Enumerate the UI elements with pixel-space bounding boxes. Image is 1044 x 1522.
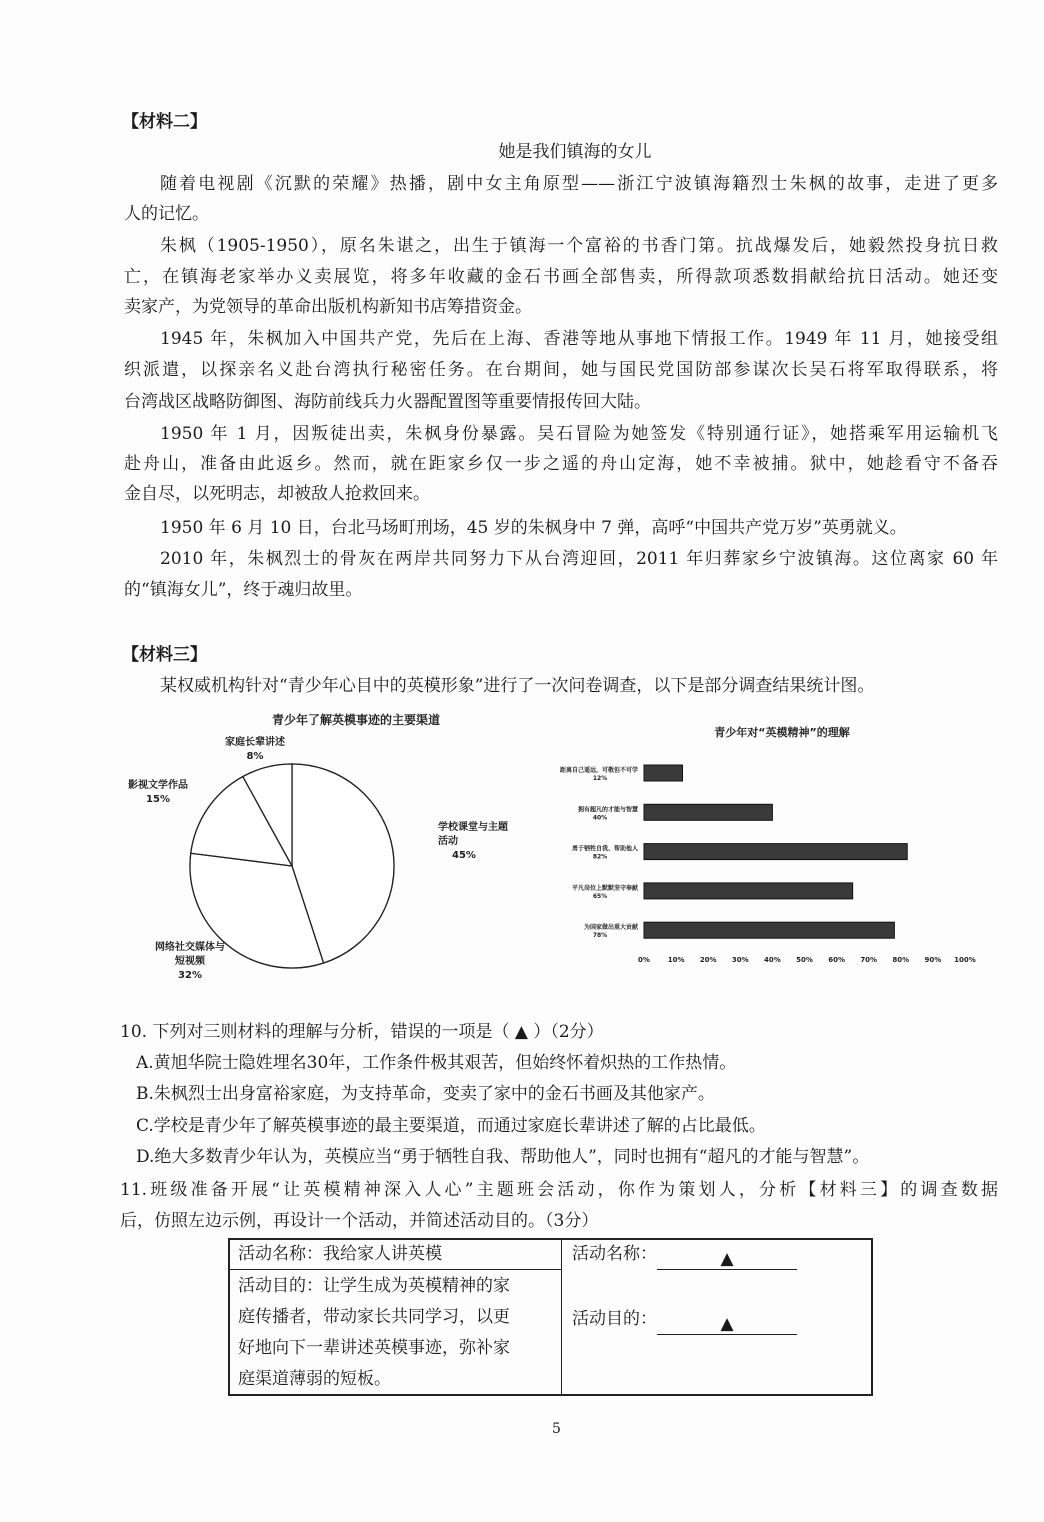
purpose-line: 好地向下一辈讲述英模事迹，弥补家 [238, 1338, 510, 1358]
bar-category-label: 平凡岗位上默默坚守奉献 [571, 884, 638, 892]
pie-value-label: 8% [246, 751, 264, 762]
bar-value-label: 78% [592, 932, 608, 940]
paragraph-line: 织派遣，以探亲名义赴台湾执行秘密任务。在台期间，她与国民党国防部参谋次长吴石将军取得联系，将 [124, 360, 998, 380]
activity-purpose-field[interactable] [572, 1304, 797, 1335]
paragraph-line: 金自尽，以死明志，却被敌人抢救回来。 [124, 484, 430, 504]
bar-value-label: 65% [592, 892, 608, 900]
x-tick-label: 10% [667, 956, 685, 964]
pie-slice-label: 学校课堂与主题 [438, 822, 508, 833]
activity-purpose-label: 活动目的： [572, 1309, 657, 1329]
bar-value-label: 40% [592, 814, 608, 822]
x-tick-label: 40% [764, 956, 781, 964]
bar [644, 765, 683, 781]
paragraph-line: 1950 年 6 月 10 日，台北马场町刑场，45 岁的朱枫身中 7 弹，高呼“中国共产党万岁”英勇就义。 [160, 518, 907, 538]
pie-slice-label: 家庭长辈讲述 [225, 737, 285, 748]
table-divider [561, 1240, 562, 1394]
answer-blank[interactable]: ▲ [657, 1314, 797, 1335]
bar [644, 922, 894, 938]
q11-line: 后，仿照左边示例，再设计一个活动，并简述活动目的。（3分） [120, 1211, 599, 1231]
page-number: 5 [552, 1421, 561, 1437]
x-tick-label: 90% [924, 956, 942, 964]
activity-name-field[interactable] [572, 1239, 797, 1270]
q10-option: A.黄旭华院士隐姓埋名30年，工作条件极其艰苦，但始终怀着炽热的工作热情。 [136, 1053, 737, 1073]
pie-chart [120, 700, 520, 1000]
bar-chart [530, 710, 990, 980]
paragraph-line: 赴舟山，准备由此返乡。然而，就在距家乡仅一步之遥的舟山定海，她不幸被捕。狱中，她趁看守不备吞 [124, 454, 998, 474]
x-tick-label: 0% [638, 956, 650, 964]
purpose-line: 庭渠道薄弱的短板。 [238, 1369, 391, 1389]
x-tick-label: 20% [699, 956, 717, 964]
pie-slice-label: 短视频 [175, 956, 205, 967]
pie-value-label: 15% [146, 794, 170, 805]
q10-option: C.学校是青少年了解英模事迹的最主要渠道，而通过家庭长辈讲述了解的占比最低。 [136, 1116, 766, 1136]
q10-stem: 10. 下列对三则材料的理解与分析，错误的一项是（ ▲ ）（2分） [120, 1022, 604, 1042]
x-tick-label: 50% [796, 956, 813, 964]
material3-intro: 某权威机构针对“青少年心目中的英模形象”进行了一次问卷调查，以下是部分调查结果统计图。 [160, 676, 875, 696]
example-activity-name: 活动名称：我给家人讲英模 [238, 1244, 442, 1264]
material3-heading: 【材料三】 [122, 645, 207, 665]
x-tick-label: 80% [892, 956, 910, 964]
pie-value-label: 32% [178, 970, 202, 981]
paragraph-line: 人的记忆。 [124, 204, 209, 224]
paragraph-line: 朱枫（1905-1950），原名朱谌之，出生于镇海一个富裕的书香门第。抗战爆发后，她毅然投身抗日救 [160, 236, 998, 256]
x-tick-label: 60% [828, 956, 845, 964]
q10-option: D.绝大多数青少年认为，英模应当“勇于牺牲自我、帮助他人”，同时也拥有“超凡的才能与智慧”。 [136, 1147, 870, 1167]
purpose-line: 活动目的：让学生成为英模精神的家 [238, 1276, 510, 1296]
paragraph-line: 1950 年 1 月，因叛徒出卖，朱枫身份暴露。吴石冒险为她签发《特别通行证》，她搭乘军用运输机飞 [160, 424, 998, 444]
paragraph-line: 台湾战区战略防御图、海防前线兵力火器配置图等重要情报传回大陆。 [124, 392, 651, 412]
paragraph-line: 1945 年，朱枫加入中国共产党，先后在上海、香港等地从事地下情报工作。1949 年 11 月，她接受组 [160, 329, 998, 349]
x-tick-label: 30% [731, 956, 749, 964]
bar [644, 844, 907, 860]
example-activity-purpose [238, 1271, 510, 1395]
bar-category-label: 拥有超凡的才能与智慧 [577, 806, 638, 814]
paragraph-line: 亡，在镇海老家举办义卖展览，将多年收藏的金石书画全部售卖，所得款项悉数捐献给抗日活动。她还变 [124, 267, 998, 287]
pie-title: 青少年了解英模事迹的主要渠道 [272, 713, 441, 727]
paragraph-line: 随着电视剧《沉默的荣耀》热播，剧中女主角原型——浙江宁波镇海籍烈士朱枫的故事，走进了更多 [160, 174, 998, 194]
answer-blank[interactable]: ▲ [657, 1249, 797, 1270]
material2-heading: 【材料二】 [122, 112, 207, 132]
x-tick-label: 70% [860, 956, 878, 964]
pie-value-label: 45% [452, 850, 476, 861]
bar [644, 804, 772, 820]
purpose-line: 庭传播者，带动家长共同学习，以更 [238, 1307, 510, 1327]
material2-title: 她是我们镇海的女儿 [498, 142, 652, 162]
bar-category-label: 为国家做出重大贡献 [583, 924, 638, 932]
bar [644, 883, 853, 899]
pie-slice-label: 活动 [438, 836, 458, 847]
paragraph-line: 2010 年，朱枫烈士的骨灰在两岸共同努力下从台湾迎回，2011 年归葬家乡宁波镇海。这位离家 60 年 [160, 549, 998, 569]
bar-title: 青少年对“英模精神”的理解 [714, 726, 850, 739]
q10-option: B.朱枫烈士出身富裕家庭，为支持革命，变卖了家中的金石书画及其他家产。 [136, 1084, 715, 1104]
pie-slice-label: 网络社交媒体与 [155, 942, 225, 953]
bar-value-label: 82% [592, 853, 608, 861]
activity-table [228, 1238, 873, 1396]
activity-name-label: 活动名称： [572, 1244, 657, 1264]
paragraph-line: 卖家产，为党领导的革命出版机构新知书店筹措资金。 [124, 297, 532, 317]
paragraph-line: 的“镇海女儿”，终于魂归故里。 [124, 580, 363, 600]
pie-slice-label: 影视文学作品 [128, 780, 188, 791]
bar-category-label: 距离自己遥远，可敬但不可学 [559, 767, 638, 774]
bar-category-label: 勇于牺牲自我、帮助他人 [571, 845, 638, 853]
x-tick-label: 100% [954, 956, 976, 964]
bar-value-label: 12% [592, 775, 608, 782]
q11-line: 11.班级准备开展“让英模精神深入人心”主题班会活动，你作为策划人，分析【材料三】的调查数据 [120, 1180, 998, 1200]
